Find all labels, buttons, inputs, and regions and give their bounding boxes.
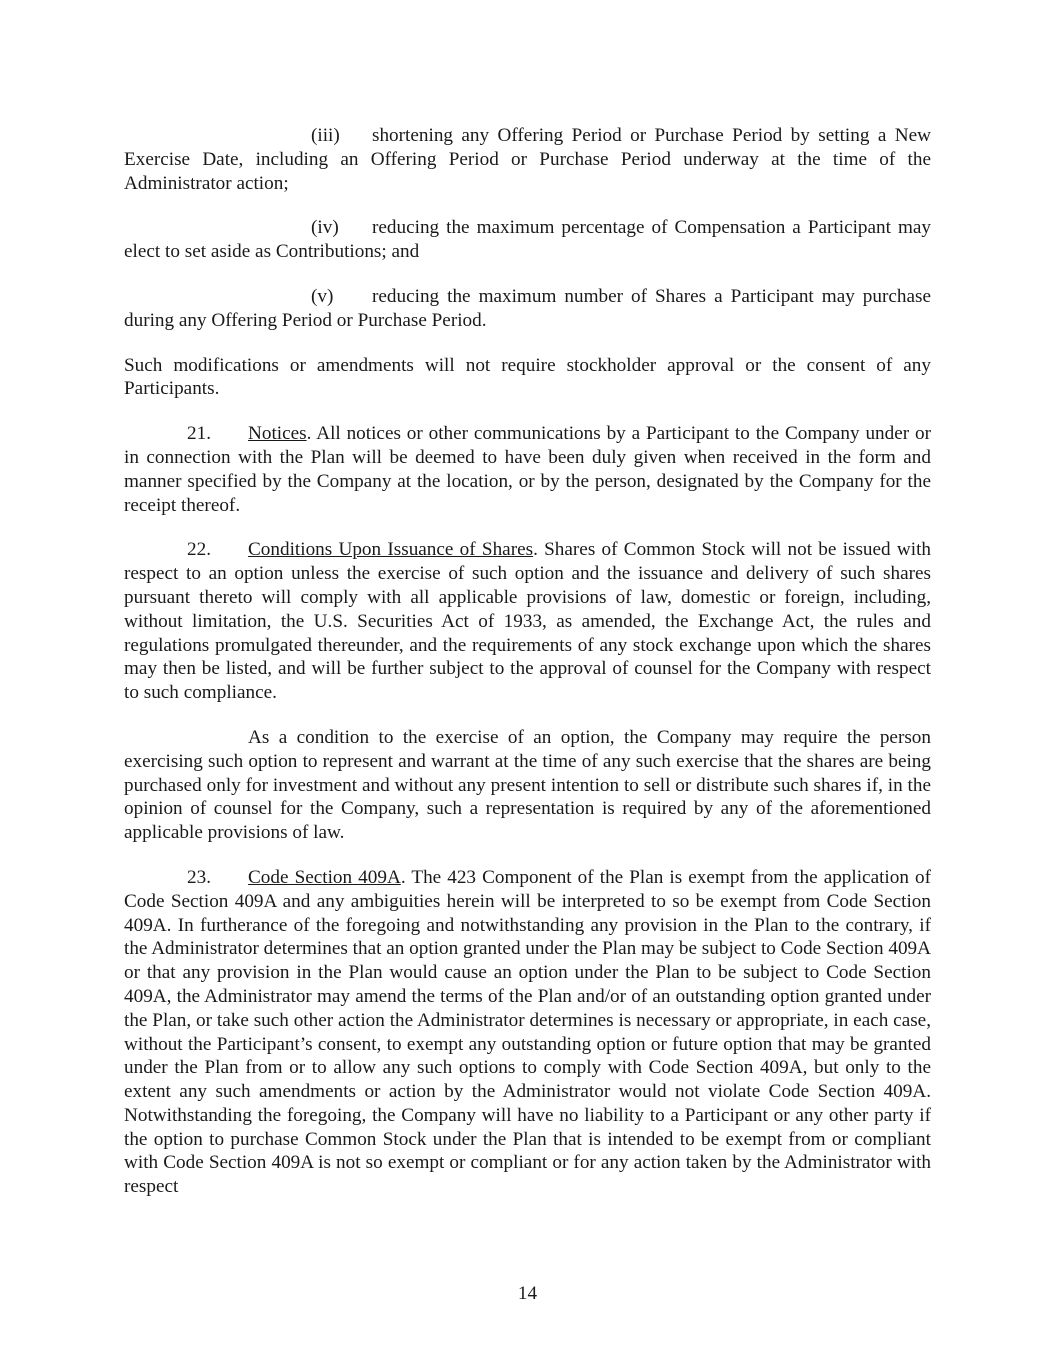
section-text: . All notices or other communications by a Participant to the Company under or in connection with the Plan will be deemed to have been duly given when received in the form and manner specified by the Company at the location, or by the person, designated by the Company for the receipt thereof. xyxy=(124,423,931,516)
page-number: 14 xyxy=(517,1283,538,1304)
list-item-v xyxy=(124,285,931,333)
list-item-iii xyxy=(124,124,931,195)
section-heading: Conditions Upon Issuance of Shares xyxy=(248,539,534,561)
document-page xyxy=(124,124,931,1220)
section-22-continuation: As a condition to the exercise of an option, the Company may require the person exercising such option to represent and warrant at the time of any such exercise that the shares are being purchased only for investment and without any present intention to sell or distribute such shares if, in the opinion of counsel for the Company, such a representation is required by any of the aforementioned applicable provisions of law. xyxy=(124,726,931,844)
item-text: reducing the maximum percentage of Compensation a Participant may elect to set aside as Contributions; and xyxy=(124,217,931,263)
section-heading: Code Section 409A xyxy=(248,866,401,888)
section-23-code-409a xyxy=(124,866,931,1199)
section-text: . Shares of Common Stock will not be issued with respect to an option unless the exercise of such option and the issuance and delivery of such shares pursuant thereto will comply with all applicable provisions of law, domestic or foreign, including, without limitation, the U.S. Securities Act of 1933, as amended, the Exchange Act, the rules and regulations promulgated thereunder, and the requirements of any stock exchange upon which the shares may then be listed, and will be further subject to the approval of counsel for the Company with respect to such compliance. xyxy=(124,539,931,704)
section-heading: Notices xyxy=(248,423,307,445)
section-number: 23. xyxy=(187,866,211,888)
section-number: 21. xyxy=(187,423,211,445)
item-label: (iii) xyxy=(311,125,340,146)
section-21-notices xyxy=(124,422,931,517)
item-label: (iv) xyxy=(311,217,339,239)
modifications-paragraph: Such modifications or amendments will not require stockholder approval or the consent of any Participants. xyxy=(124,354,931,400)
item-text: shortening any Offering Period or Purchase Period by setting a New Exercise Date, including an Offering Period or Purchase Period underway at the time of the Administrator action; xyxy=(124,125,931,194)
item-label: (v) xyxy=(311,285,334,307)
section-text: . The 423 Component of the Plan is exempt from the application of Code Section 409A and any ambiguities herein will be interpreted to so be exempt from Code Section 409A. In furtherance of the foregoing and notwithstanding any provision in the Plan to the contrary, if the Administrator determines that an option granted under the Plan may be subject to Code Section 409A or that any provision in the Plan would cause an option under the Plan to be subject to Code Section 409A, the Administrator may amend the terms of the Plan and/or of an outstanding option granted under the Plan, or take such other action the Administrator determines is necessary or appropriate, in each case, without the Participant’s consent, to exempt any outstanding option or future option that may be granted under the Plan from or to allow any such options to comply with Code Section 409A, but only to the extent any such amendments or action by the Administrator would not violate Code Section 409A. Notwithstanding the foregoing, the Company will have no liability to a Participant or any other party if the option to purchase Common Stock under the Plan that is intended to be exempt from or compliant with Code Section 409A is not so exempt or compliant or for any action taken by the Administrator with respect xyxy=(124,866,931,1198)
section-number: 22. xyxy=(187,539,211,561)
item-text: reducing the maximum number of Shares a Participant may purchase during any Offering Period or Purchase Period. xyxy=(124,285,931,331)
section-22-conditions xyxy=(124,538,931,705)
list-item-iv xyxy=(124,216,931,264)
